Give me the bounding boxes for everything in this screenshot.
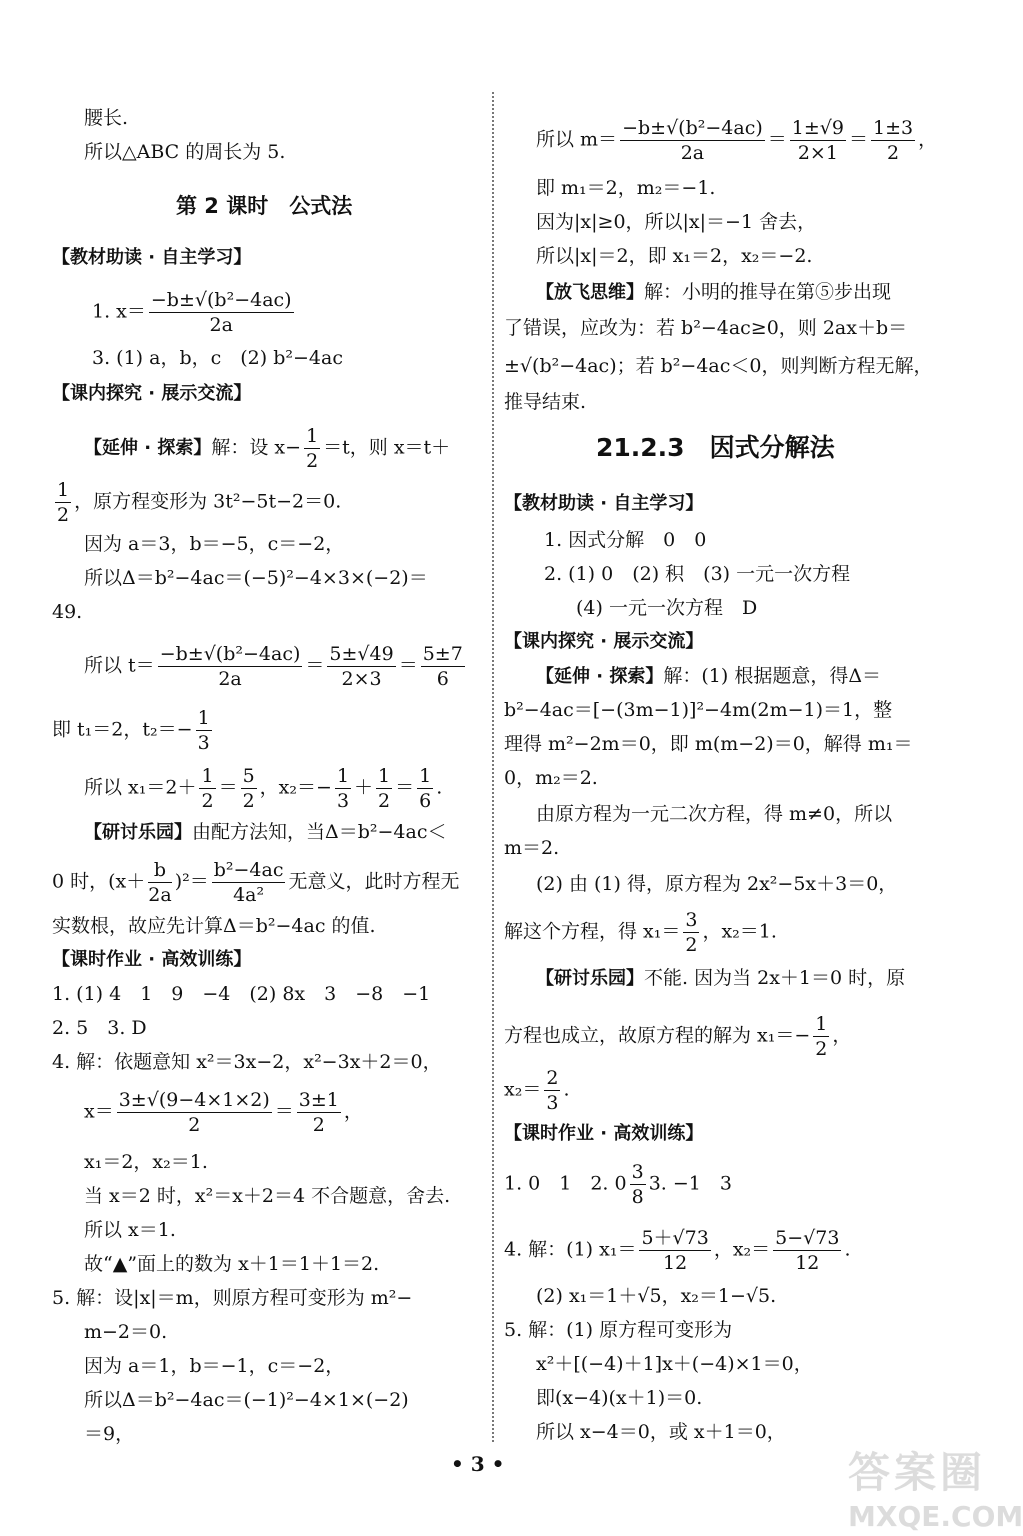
- text-line: 所以△ABC 的周长为 5.: [84, 141, 286, 163]
- numerator: 1: [57, 479, 70, 501]
- fraction: [639, 1226, 710, 1275]
- answer-line: 1. 因式分解 0 0: [544, 529, 707, 551]
- text-line: x²＋[(−4)＋1]x＋(−4)×1＝0，: [536, 1353, 813, 1375]
- fraction: [421, 642, 465, 691]
- text: 无意义，此时方程无: [288, 870, 460, 893]
- fraction: [544, 1066, 560, 1115]
- numerator: 1: [336, 765, 350, 787]
- text-line: 实数根，故应先计算Δ＝b²−4ac 的值.: [52, 915, 376, 937]
- denominator: 3: [546, 1092, 559, 1114]
- text: 由配方法知，当Δ＝b²−4ac＜: [192, 821, 447, 843]
- text-line: x₁＝2，x₂＝1.: [84, 1151, 208, 1173]
- text-line: 由原方程为一元二次方程，得 m≠0，所以: [536, 803, 893, 825]
- text: 所以 t＝: [84, 654, 155, 677]
- text-line: ±√(b²−4ac)；若 b²−4ac＜0，则判断方程无解，: [504, 355, 933, 377]
- denominator: 2a: [218, 668, 242, 690]
- text-line: 49.: [52, 601, 83, 623]
- fraction: [335, 764, 351, 813]
- watermark-logo: [848, 1440, 1023, 1533]
- denominator: 2a: [680, 142, 705, 164]
- denominator: 2: [188, 1114, 201, 1136]
- text: 方程也成立，故原方程的解为 x₁＝−: [504, 1024, 811, 1047]
- numerator: 2: [546, 1067, 559, 1089]
- fraction: [55, 478, 71, 527]
- text-line: [536, 662, 881, 691]
- text-line: ＝9，: [84, 1423, 135, 1445]
- denominator: 2: [306, 450, 319, 472]
- answer-line: 4. 解：依题意知 x²＝3x−2，x²−3x＋2＝0，: [52, 1051, 442, 1073]
- answer-line: 5. 解：(1) 原方程可变形为: [504, 1319, 733, 1341]
- numerator: 1: [419, 765, 432, 787]
- fraction: [871, 116, 915, 165]
- numerator: 3: [685, 909, 698, 931]
- fraction: [630, 1160, 646, 1209]
- watermark-text: 答案圈: [848, 1448, 987, 1497]
- text-line: 因为|x|≥0，所以|x|＝−1 舍去，: [536, 211, 817, 233]
- numerator: 1: [815, 1013, 828, 1035]
- fraction: [376, 764, 392, 813]
- text-line: 0，m₂＝2.: [504, 767, 598, 789]
- section-heading: 【教材助读 · 自主学习】: [52, 247, 252, 268]
- text-line: 即 m₁＝2，m₂＝−1.: [536, 177, 716, 199]
- text: 0 时，(x＋: [52, 870, 146, 893]
- denominator: 2: [201, 790, 214, 812]
- fraction: [790, 116, 846, 165]
- text-line: 所以 x−4＝0，或 x＋1＝0，: [536, 1421, 786, 1443]
- answer-line: (4) 一元一次方程 D: [576, 597, 758, 619]
- text-line: 所以 x＝1.: [84, 1219, 176, 1241]
- text: ，x₂＝1.: [702, 920, 777, 943]
- numerator: 1: [306, 425, 319, 447]
- text-line: 腰长.: [84, 107, 129, 129]
- text-line: m−2＝0.: [84, 1321, 168, 1343]
- numerator: 1: [378, 765, 391, 787]
- text: 所以 x₁＝2＋: [84, 776, 197, 799]
- section-heading: 【课内探究 · 展示交流】: [52, 383, 252, 404]
- formula-line: [52, 706, 215, 755]
- section-title: 第 2 课时 公式法: [176, 194, 353, 218]
- text: 即 t₁＝2，t₂＝−: [52, 718, 193, 741]
- fraction: [813, 1012, 829, 1061]
- formula-line: 4. 解：(1) x₁＝ $\frac{5+√73}{12}$ ，x₂＝ $\frac{5-√73}{12}$ .: [504, 1227, 851, 1274]
- text: x＝: [84, 1100, 114, 1123]
- text: 3. −1 3: [648, 1172, 732, 1195]
- denominator: 8: [631, 1186, 644, 1208]
- text: ，x₂＝: [713, 1238, 771, 1261]
- formula-line: 方程也成立，故原方程的解为 x₁＝− $\frac{1}{2}$ ，: [504, 1013, 852, 1060]
- numerator: −b±√(b²−4ac): [622, 117, 763, 139]
- numerator: 1: [197, 707, 210, 729]
- denominator: 2: [312, 1114, 325, 1136]
- text-line: 所以Δ＝b²−4ac＝(−1)²−4×1×(−2): [84, 1389, 409, 1411]
- text-line: 即(x−4)(x＋1)＝0.: [536, 1387, 703, 1409]
- fraction: [158, 642, 303, 691]
- denominator: 3: [197, 732, 210, 754]
- text-line: (2) 由 (1) 得，原方程为 2x²−5x＋3＝0，: [536, 873, 898, 895]
- text-line: m＝2.: [504, 837, 560, 859]
- text-line: 因为 a＝3，b＝−5，c＝−2，: [84, 533, 345, 555]
- answer-line: 5. 解：设|x|＝m，则原方程可变形为 m²−: [52, 1287, 413, 1309]
- denominator: 2a: [209, 314, 233, 336]
- section-heading: 【教材助读 · 自主学习】: [504, 493, 704, 514]
- text-line: 了错误，应改为：若 b²−4ac≥0，则 2ax＋b＝: [504, 317, 908, 339]
- formula-line: [504, 1160, 732, 1209]
- answer-line: 2. (1) 0 (2) 积 (3) 一元一次方程: [544, 563, 851, 585]
- fraction: [773, 1226, 841, 1275]
- answer-line: 1. (1) 4 1 9 −4 (2) 8x 3 −8 −1: [52, 983, 431, 1005]
- fraction: [149, 288, 294, 337]
- numerator: b: [148, 858, 171, 883]
- fraction: [199, 764, 215, 813]
- text: x₂＝: [504, 1078, 542, 1101]
- formula-line: [84, 424, 450, 473]
- text-line: [536, 278, 891, 307]
- label: 【延伸 · 探索】: [84, 437, 212, 459]
- formula-line: [92, 288, 297, 337]
- text: )²＝: [174, 870, 209, 893]
- label: 【研讨乐园】: [536, 968, 644, 989]
- fraction: [327, 642, 395, 691]
- denominator: 2: [685, 934, 698, 956]
- formula-line: [52, 478, 341, 527]
- text: 4. 解：(1) x₁＝: [504, 1238, 637, 1261]
- denominator: 2×1: [797, 142, 838, 164]
- formula-line: [504, 908, 777, 957]
- text: 解：设 x−: [211, 436, 302, 459]
- numerator: −b±√(b²−4ac): [150, 289, 292, 311]
- text: 解：(1) 根据题意，得Δ＝: [663, 665, 882, 687]
- text-line: 理得 m²−2m＝0，即 m(m−2)＝0，解得 m₁＝: [504, 733, 913, 755]
- denominator: 4a²: [233, 884, 265, 906]
- text-line: 因为 a＝1，b＝−1，c＝−2，: [84, 1355, 345, 1377]
- denominator: 2: [242, 790, 255, 812]
- fraction: [297, 1088, 341, 1137]
- fraction: [304, 424, 320, 473]
- formula-line: x＝ $\frac{3\pm√(9-4\times 1\times 2)}{2}$ ＝ $\frac{3\pm 1}{2}$ ，: [84, 1089, 363, 1136]
- denominator: 2×3: [341, 668, 382, 690]
- denominator: 2: [887, 142, 900, 164]
- text-line: 当 x＝2 时，x²＝x＋2＝4 不合题意，舍去.: [84, 1185, 451, 1207]
- column-divider: [492, 92, 494, 1442]
- denominator: 6: [419, 790, 432, 812]
- page-number: • 3 •: [451, 1452, 505, 1476]
- text: 解这个方程，得 x₁＝: [504, 920, 681, 943]
- denominator: 2: [378, 790, 391, 812]
- numerator: 1: [201, 765, 214, 787]
- fraction: [241, 764, 257, 813]
- formula-line: [84, 642, 468, 691]
- text-line: 所以|x|＝2，即 x₁＝2，x₂＝−2.: [536, 245, 813, 267]
- numerator: b²−4ac: [213, 859, 284, 881]
- denominator: 6: [436, 668, 449, 690]
- fraction: [417, 764, 433, 813]
- text: ，原方程变形为 3t²−5t−2＝0.: [74, 490, 342, 513]
- formula-line: x₂＝ $\frac{2}{3}$ .: [504, 1067, 570, 1114]
- section-title: 21.2.3 因式分解法: [596, 433, 835, 462]
- denominator: 2: [57, 504, 70, 526]
- fraction: [212, 858, 286, 907]
- numerator: 3±1: [298, 1089, 339, 1111]
- formula-line: 所以 m＝ $\frac{\text{−b±√(b²−4ac)}}{2a}$ ＝ $\frac{1\pm√9}{2\times 1}$ ＝ $\frac{1\pm 3}{2}$ ，: [536, 117, 938, 164]
- text: ＝: [398, 654, 418, 677]
- denominator: 2a: [148, 884, 172, 906]
- text: 解：小明的推导在第⑤步出现: [644, 281, 892, 303]
- text: 不能. 因为当 2x＋1＝0 时，原: [644, 967, 906, 989]
- section-heading: 【课内探究 · 展示交流】: [504, 631, 704, 652]
- fraction: [117, 1088, 272, 1137]
- numerator: 5±√49: [329, 643, 394, 665]
- section-heading: 【课时作业 · 高效训练】: [504, 1123, 704, 1144]
- text-line: 故“▲”面上的数为 x＋1＝1＋1＝2.: [84, 1253, 380, 1275]
- label: 【研讨乐园】: [84, 822, 192, 843]
- text: 1. x＝: [92, 300, 146, 323]
- numerator: 1±3: [873, 117, 914, 139]
- numerator: −b±√(b²−4ac): [159, 643, 301, 665]
- label: 【放飞思维】: [536, 282, 644, 303]
- denominator: 12: [663, 1252, 688, 1274]
- label: 【延伸 · 探索】: [536, 666, 664, 687]
- numerator: 3: [631, 1161, 644, 1183]
- watermark-url: MXQE.COM: [848, 1500, 1023, 1533]
- text: ＝: [305, 654, 325, 677]
- numerator: 5＋√73: [641, 1227, 709, 1249]
- denominator: 12: [795, 1252, 820, 1274]
- text-line: [84, 818, 446, 847]
- text: ，x₂＝−: [259, 776, 332, 799]
- text-line: 推导结束.: [504, 391, 587, 413]
- text-line: 3. (1) a，b，c (2) b²−4ac: [92, 347, 343, 369]
- numerator: 3±√(9−4×1×2): [118, 1089, 270, 1111]
- text: 所以 m＝: [536, 128, 618, 151]
- text-line: b²−4ac＝[−(3m−1)]²−4m(2m−1)＝1，整: [504, 699, 893, 721]
- denominator: 2: [815, 1038, 828, 1060]
- text-line: (2) x₁＝1＋√5，x₂＝1−√5.: [536, 1285, 777, 1307]
- answer-line: 2. 5 3. D: [52, 1017, 147, 1039]
- formula-line: 所以 x₁＝2＋ $\frac{1}{2}$ ＝ $\frac{5}{2}$ ，x₂＝− $\frac{1}{3}$ ＋ $\frac{1}{2}$ ＝ $\frac{1}{6}$ .: [84, 765, 443, 812]
- text: ＋: [354, 776, 374, 799]
- section-heading: 【课时作业 · 高效训练】: [52, 949, 252, 970]
- numerator: 5: [242, 765, 255, 787]
- numerator: 5±7: [422, 643, 463, 665]
- fraction: [620, 116, 765, 165]
- fraction: [683, 908, 699, 957]
- text-line: 所以Δ＝b²−4ac＝(−5)²−4×3×(−2)＝: [84, 567, 428, 589]
- formula-line: [52, 858, 460, 907]
- text-line: [536, 964, 905, 993]
- numerator: 5−√73: [775, 1227, 840, 1249]
- text: ＝t，则 x＝t＋: [323, 436, 451, 459]
- denominator: 3: [336, 790, 350, 812]
- fraction: [196, 706, 212, 755]
- numerator: 1±√9: [791, 117, 844, 139]
- fraction: [148, 858, 171, 907]
- text: 1. 0 1 2. 0: [504, 1172, 627, 1195]
